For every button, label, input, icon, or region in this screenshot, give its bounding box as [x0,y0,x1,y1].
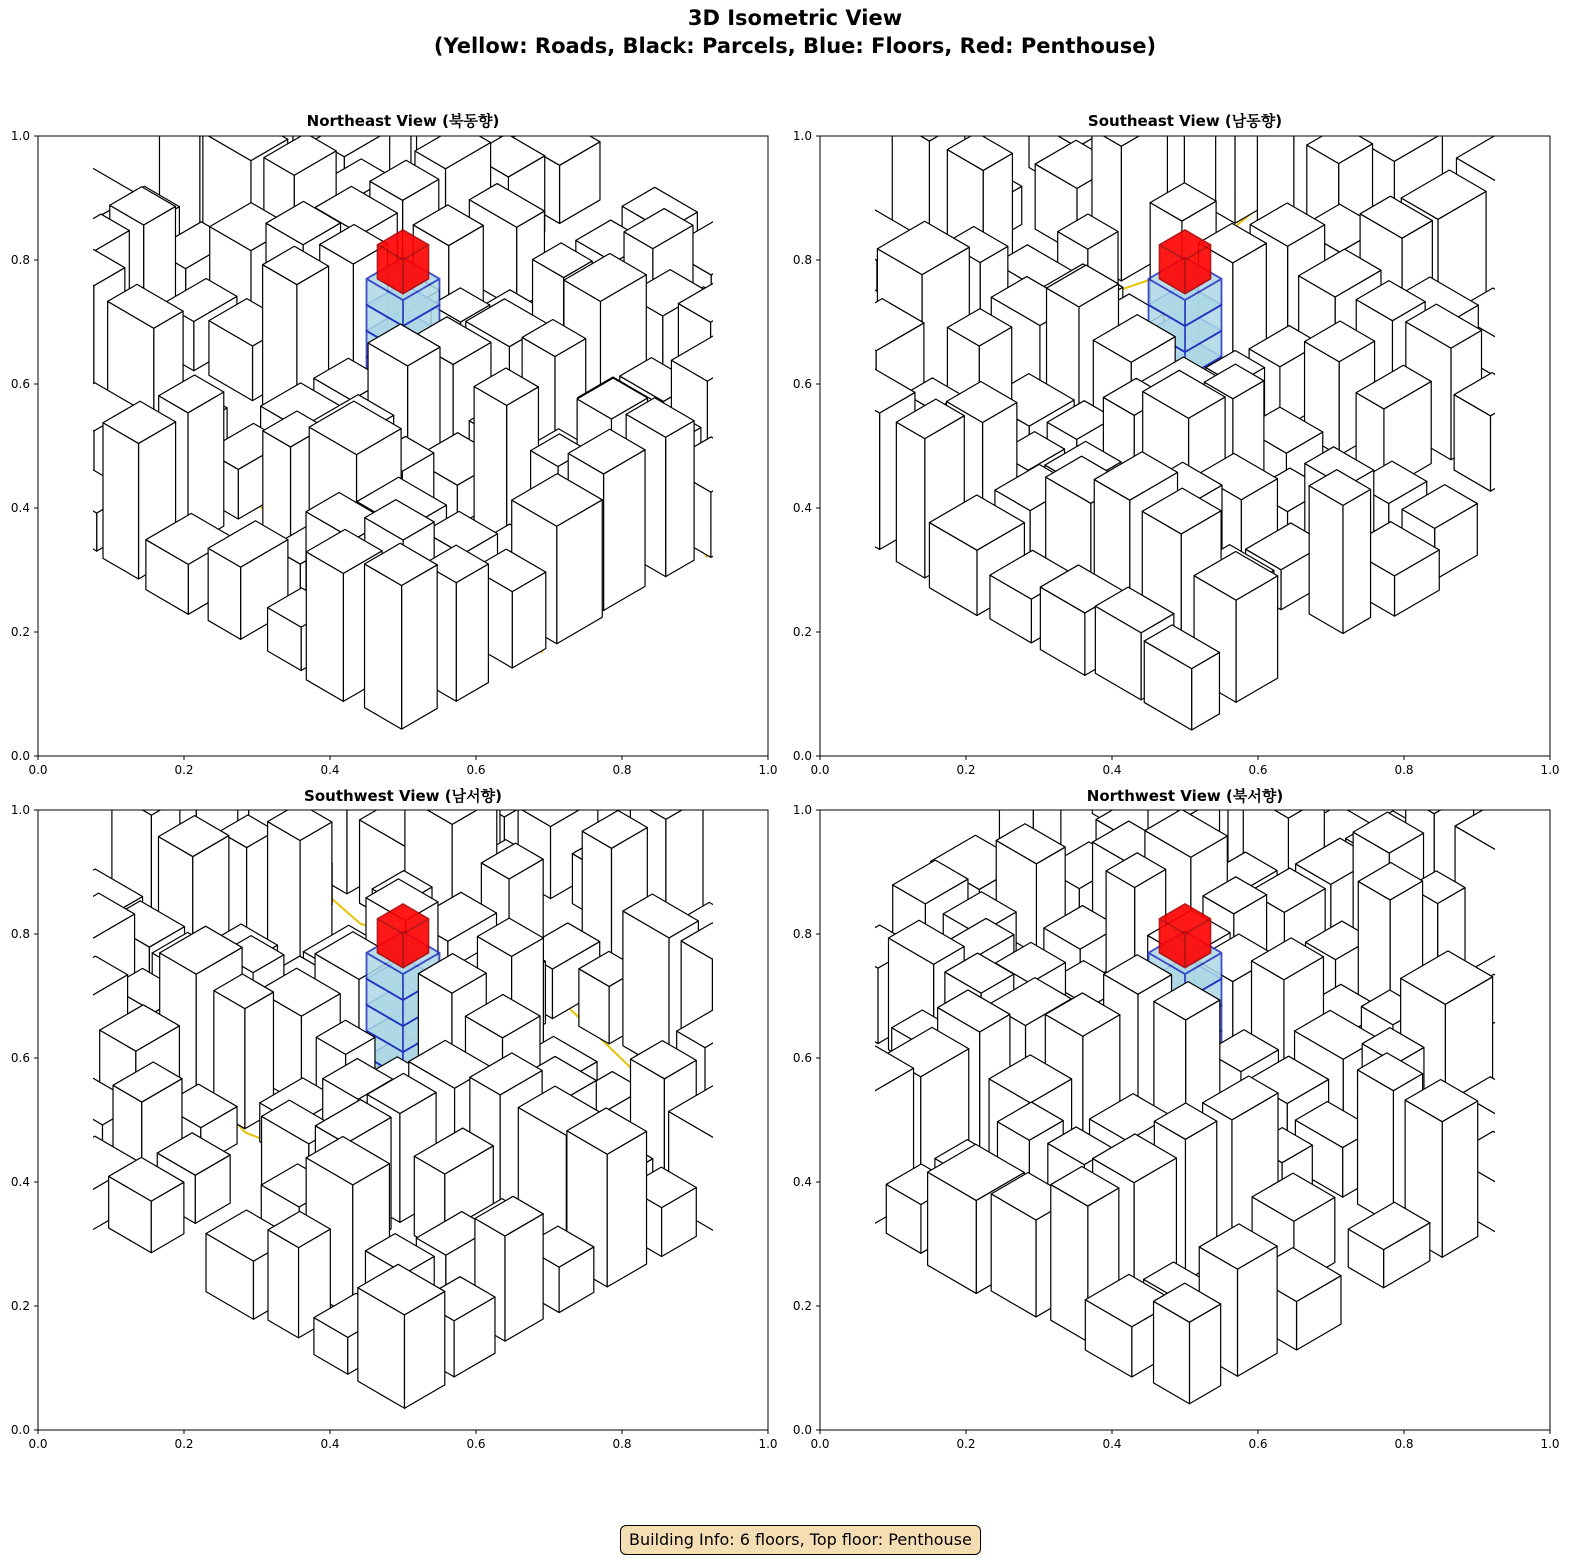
parcel-block-top [1504,414,1590,465]
parcel-block-top [361,0,448,40]
parcel-block-top [417,42,500,90]
parcel-block-side [0,950,43,1019]
parcel-block-side [712,941,743,1101]
parcel-block-side [734,278,765,427]
parcel-block [1309,470,1370,634]
y-tick-label-ne: 0.6 [10,377,30,391]
parcel-block [361,0,448,134]
parcel-block-side [361,13,408,134]
parcel-block [1561,361,1590,488]
parcel-block-side [0,943,30,1103]
parcel-block-top [1406,774,1474,814]
parcel-block-top [722,430,806,479]
parcel-block-top [0,936,27,984]
parcel-block-top [1194,40,1278,89]
parcel-block-side [726,1019,760,1076]
parcel-block-side [711,247,759,315]
parcel-block-top [0,195,26,235]
parcel-block-side [1051,1185,1088,1342]
parcel-block-side [1185,27,1216,127]
parcel-block-side [1545,962,1583,1071]
penthouse-block [377,230,428,294]
parcel-block [780,986,848,1161]
panel-title-sw: Southwest View (남서향) [304,787,502,805]
parcel-block-side [814,268,862,400]
parcel-block-side [828,1055,858,1134]
parcel-block-side [607,1131,646,1287]
parcel-block-top [0,397,36,451]
scene-sw [0,619,955,1408]
parcel-block-side [103,423,139,579]
parcel-block-side [787,357,822,464]
parcel-block [365,543,438,729]
parcel-block-top [419,744,500,791]
parcel-block-side [456,564,488,701]
parcel-block-side [1502,1096,1549,1196]
parcel-block [1454,373,1528,492]
x-tick-label-sw: 1.0 [758,1437,778,1451]
parcel-block [1561,323,1590,431]
x-tick-label-se: 1.0 [1540,763,1560,777]
parcel-block-side [41,194,89,315]
parcel-block-top [311,59,387,103]
parcel-block-side [1567,956,1590,1105]
penthouse-block [1159,230,1210,294]
parcel-block-side [778,938,818,1020]
parcel-block-side [720,929,755,988]
parcel-block [734,256,803,427]
parcel-block-side [834,1069,873,1225]
x-tick-label-nw: 0.8 [1394,1437,1414,1451]
y-tick-label-se: 0.0 [792,749,812,763]
parcel-block-side [724,1077,761,1195]
parcel-block-side [842,305,879,371]
x-tick-label-nw: 0.0 [810,1437,830,1451]
parcel-block-side [1499,876,1545,1020]
parcel-block [2,888,85,1078]
parcel-block-top [1561,323,1590,363]
parcel-block-side [46,1164,91,1230]
parcel-block-side [1498,1099,1527,1160]
x-tick-label-sw: 0.0 [28,1437,48,1451]
parcel-block [1502,1078,1582,1197]
parcel-block [1154,1283,1221,1404]
parcel-block-top [161,745,238,790]
y-tick-label-nw: 0.6 [792,1051,812,1065]
parcel-block-side [1549,1105,1581,1196]
parcel-block [728,173,789,337]
parcel-block-side [711,299,750,429]
parcel-block-side [740,1016,770,1101]
parcel-block [1505,284,1588,465]
parcel-block [0,397,36,499]
parcel-block-top [1561,222,1590,262]
parcel-block-side [50,916,85,1078]
parcel-block-top [728,173,789,209]
parcel-block-top [159,72,239,118]
parcel-block-side [604,450,645,611]
parcel-block-side [54,919,90,1049]
parcel-block-top [722,953,806,1002]
parcel-block-top [1510,252,1581,293]
parcel-block [782,894,865,1075]
parcel-block-side [741,1037,779,1164]
figure-title-line1: 3D Isometric View [687,6,903,30]
parcel-block [1510,942,1583,1071]
parcel-block-side [48,897,95,990]
panel-title-nw: Northwest View (북서향) [1086,787,1284,805]
parcel-block [1348,1202,1430,1288]
parcel-block [721,271,804,461]
parcel-block-side [1558,946,1590,1042]
parcel-block [735,287,803,370]
parcel-block [722,953,806,1136]
panel-ne [0,0,955,777]
x-tick-label-ne: 0.0 [28,763,48,777]
parcel-block-top [1505,284,1588,332]
parcel-block-top [1558,923,1590,965]
parcel-block-side [43,950,84,1018]
parcel-block-top [740,993,809,1033]
parcel-block-top [780,986,848,1026]
y-tick-label-ne: 0.4 [10,501,30,515]
parcel-block-side [765,274,803,427]
parcel-block-top [1251,14,1319,54]
x-tick-label-sw: 0.8 [612,1437,632,1451]
parcel-block-top [779,1024,854,1067]
parcel-block [1510,252,1581,338]
parcel-block-side [402,565,438,729]
parcel-block-side [809,1041,854,1106]
y-tick-label-sw: 1.0 [10,803,30,817]
parcel-block-side [1343,489,1371,633]
parcel-block-side [1490,394,1528,491]
parcel-block-top [999,730,1060,766]
panel-title-se: Southeast View (남동향) [1087,112,1283,130]
parcel-block-side [746,932,778,1041]
parcel-block-side [1497,830,1532,987]
parcel-block-top [735,287,803,326]
figure-title-line2: (Yellow: Roads, Black: Parcels, Blue: Floors, Red: Penthouse) [433,34,1157,58]
parcel-block [1567,934,1590,1105]
y-tick-label-sw: 0.4 [10,1175,30,1189]
parcel-block-top [721,271,804,319]
parcel-block-top [1568,1079,1590,1118]
parcel-block-top [1510,942,1583,985]
parcel-block-side [896,422,924,578]
x-tick-label-sw: 0.6 [466,1437,486,1451]
parcel-block [0,199,82,343]
x-tick-label-ne: 0.6 [466,763,486,777]
parcel-block-side [44,1043,78,1191]
parcel-block-side [0,225,37,343]
parcel-block-side [50,486,96,551]
parcel-block-side [722,977,764,1136]
parcel-block [1561,222,1590,367]
x-tick-label-nw: 0.4 [1102,1437,1122,1451]
parcel-block-side [37,221,82,344]
parcel-block-side [832,234,877,310]
parcel-block-top [770,944,863,998]
x-tick-label-se: 0.2 [956,763,976,777]
y-tick-label-se: 0.8 [792,253,812,267]
parcel-block [1499,849,1590,1019]
parcel-block-side [817,405,861,493]
parcel-block-side [1568,1098,1590,1161]
panel-sw [0,619,955,1451]
building-info-box: Building Info: 6 floors, Top floor: Penthouse [620,1525,981,1555]
y-tick-label-nw: 0.0 [792,1423,812,1437]
parcel-block-side [773,392,813,491]
parcel-block-side [268,1230,299,1338]
parcel-block-side [811,1004,848,1161]
y-tick-label-ne: 0.8 [10,253,30,267]
penthouse-block [1159,904,1210,968]
parcel-block-side [1542,306,1589,466]
parcel-block-side [838,389,879,550]
parcel-block-side [1561,379,1590,488]
parcel-block-side [1496,1158,1538,1233]
parcel-block-side [1561,345,1590,430]
parcel-block-top [476,63,538,99]
parcel-block-top [790,1107,861,1148]
parcel-block [0,936,27,1046]
parcel-block-side [1504,442,1544,524]
parcel-block-top [778,910,866,961]
parcel-block-top [1195,64,1285,116]
parcel-block-side [666,421,694,577]
x-tick-label-sw: 0.2 [174,1437,194,1451]
penthouse-block [377,904,428,968]
parcel-block-side [1510,964,1545,1071]
parcel-block-side [1198,728,1226,806]
scene-nw [625,682,1590,1404]
parcel-block-side [1561,240,1590,367]
parcel-block [724,1051,806,1195]
parcel-block-side [1488,999,1536,1110]
parcel-block-side [722,454,765,523]
parcel-block-side [834,326,876,434]
parcel-block-side [819,934,866,1020]
parcel-block-side [778,933,809,1041]
x-tick-label-ne: 0.4 [320,763,340,777]
parcel-block-side [714,321,746,458]
y-tick-label-sw: 0.2 [10,1299,30,1313]
parcel-block-side [724,332,761,404]
panel-title-ne: Northeast View (북동향) [306,112,500,130]
y-tick-label-se: 1.0 [792,129,812,143]
parcel-block-side [1309,486,1343,634]
parcel-block-side [1512,313,1557,401]
parcel-block-side [0,423,36,499]
parcel-block-top [1093,8,1171,53]
parcel-block-side [1149,24,1185,126]
parcel-block-side [713,313,748,374]
parcel-block-side [1510,273,1545,339]
parcel-block-top [1499,849,1590,902]
parcel-block-side [707,355,752,490]
y-tick-label-sw: 0.6 [10,1051,30,1065]
x-tick-label-nw: 1.0 [1540,1437,1560,1451]
y-tick-label-sw: 0.8 [10,927,30,941]
parcel-block [1568,1079,1590,1162]
parcel-block [776,250,855,434]
parcel-block-side [1558,322,1588,401]
parcel-block-side [711,954,753,1043]
parcel-block [789,223,869,342]
parcel-block [779,1024,854,1107]
y-tick-label-nw: 0.8 [792,927,812,941]
scene-ne [0,0,955,729]
y-tick-label-se: 0.2 [792,625,812,639]
parcel-block-side [1496,314,1537,377]
parcel-block-top [1153,69,1215,105]
parcel-block-side [814,970,862,1046]
parcel-block-side [0,213,26,370]
parcel-block-side [756,189,790,337]
parcel-block-side [769,306,803,369]
parcel-block-top [372,82,441,122]
parcel-block-side [822,355,860,464]
parcel-block-side [56,979,88,1104]
parcel-block-side [42,245,83,404]
parcel-block-side [17,1047,45,1191]
parcel-block [1558,923,1590,1042]
parcel-block [1508,988,1589,1139]
parcel-block [1149,6,1216,127]
parcel-block-top [1502,1078,1582,1124]
parcel-block [770,944,863,1046]
parcel-block-side [819,1065,863,1141]
parcel-block-side [0,958,27,1046]
parcel-block-side [721,292,769,462]
parcel-block-side [826,381,871,525]
parcel-block-side [65,235,93,366]
y-tick-label-se: 0.6 [792,377,812,391]
parcel-block [0,195,26,370]
x-tick-label-se: 0.0 [810,763,830,777]
parcel-block-side [1496,157,1536,313]
x-tick-label-se: 0.8 [1394,763,1414,777]
parcel-block-top [1297,78,1379,125]
parcel-block [358,1264,445,1408]
x-tick-label-se: 0.4 [1102,763,1122,777]
parcel-block-side [721,247,758,396]
x-tick-label-sw: 0.4 [320,1437,340,1451]
parcel-block-top [1149,6,1216,45]
parcel-block-side [776,273,816,434]
parcel-block-side [1491,976,1532,1042]
parcel-block-side [1508,1016,1541,1139]
parcel-block-side [62,268,93,428]
parcel-block-side [836,251,868,342]
y-tick-label-se: 0.4 [792,501,812,515]
scene-se [634,6,1590,730]
parcel-block-top [416,80,492,124]
y-tick-label-ne: 0.0 [10,749,30,763]
panel-nw [625,682,1590,1451]
parcel-block-top [1508,988,1589,1035]
parcel-block-side [53,407,94,496]
parcel-block-side [770,972,814,1046]
parcel-block-top [1257,97,1322,135]
parcel-block-side [780,1007,811,1161]
parcel-block-side [38,1058,82,1135]
parcel-block [740,993,809,1101]
parcel-block-top [724,306,805,353]
panel-se [634,6,1590,777]
parcel-block-side [728,192,756,336]
parcel-block-top [776,250,855,296]
x-tick-label-nw: 0.2 [956,1437,976,1451]
parcel-block-side [711,464,759,557]
x-tick-label-ne: 1.0 [758,763,778,777]
parcel-block-side [824,277,866,403]
parcel-block-side [816,273,855,433]
y-tick-label-nw: 0.2 [792,1299,812,1313]
parcel-block-side [1544,876,1589,1020]
x-tick-label-nw: 0.6 [1248,1437,1268,1451]
parcel-block-side [838,432,874,495]
x-tick-label-se: 0.6 [1248,763,1268,777]
parcel-block-side [1358,1070,1394,1225]
y-tick-label-ne: 0.2 [10,625,30,639]
parcel-block-top [204,730,295,783]
parcel-block-side [1505,311,1542,465]
parcel-block-side [720,1060,755,1136]
parcel-block-top [112,776,180,816]
y-tick-label-nw: 1.0 [792,803,812,817]
y-tick-label-sw: 0.0 [10,1423,30,1437]
parcel-block-side [1442,1101,1478,1257]
parcel-block-side [818,915,865,1075]
y-tick-label-nw: 0.4 [792,1175,812,1189]
parcel-block-side [0,363,27,428]
parcel-block-side [306,552,343,701]
parcel-block-top [892,99,965,141]
parcel-block [787,335,860,464]
parcel-block-side [735,306,769,369]
parcel-block-side [824,1127,860,1193]
parcel-block-side [1541,1007,1589,1139]
parcel-block [741,1019,809,1164]
parcel-block [1504,414,1590,523]
x-tick-label-ne: 0.2 [174,763,194,777]
parcel-block [0,920,30,1104]
parcel-block-side [779,408,817,493]
parcel-block-top [1567,934,1590,974]
parcel-block-side [1544,438,1590,524]
parcel-block-top [1561,361,1590,397]
parcel-block [778,910,866,1019]
parcel-block-side [408,17,448,134]
parcel-block-side [833,1099,877,1164]
parcel-block-side [830,944,870,1074]
parcel-block-side [365,564,402,729]
parcel-block-top [1247,754,1330,802]
parcel-block-top [0,199,82,246]
y-tick-label-ne: 1.0 [10,129,30,143]
parcel-block-side [1,1062,38,1134]
parcel-block-side [842,947,878,1044]
parcel-block-top [263,45,331,85]
parcel-block-side [318,690,350,827]
x-tick-label-ne: 0.8 [612,763,632,777]
parcel-block-top [787,335,860,378]
parcel-block-side [717,1111,766,1232]
parcel-block-side [825,375,858,461]
